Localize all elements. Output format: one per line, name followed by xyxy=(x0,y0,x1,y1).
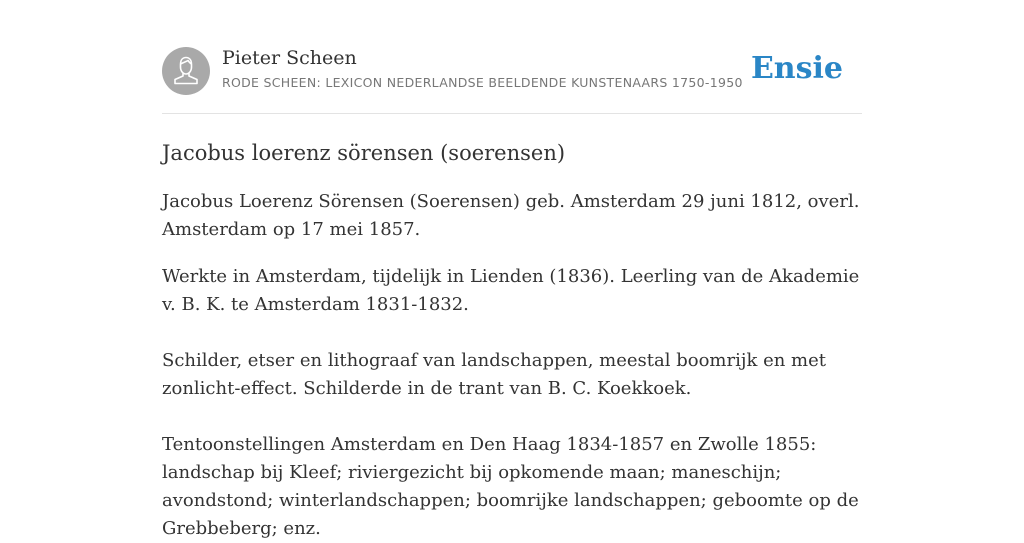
ensie-logo[interactable]: Ensie xyxy=(750,51,843,86)
source-title[interactable]: RODE SCHEEN: LEXICON NEDERLANDSE BEELDENDE KUNSTENAARS 1750-1950 xyxy=(222,75,743,90)
author-name[interactable]: Pieter Scheen xyxy=(222,47,357,69)
paragraph-style: Schilder, etser en lithograaf van landschappen, meestal boomrijk en met zonlicht-effect. Schilderde in de trant van B. C. Koekkoek. xyxy=(162,350,826,399)
paragraph-exhibitions: Tentoonstellingen Amsterdam en Den Haag 1834-1857 en Zwolle 1855: landschap bij Kleef; riviergezicht bij opkomende maan; maneschijn; avondstond; winterlandschappen; boomrijke landschappen; geboomte op de Grebbeberg; enz. xyxy=(162,434,859,539)
article-body xyxy=(162,136,862,543)
author-avatar[interactable] xyxy=(162,47,210,95)
user-icon xyxy=(162,47,210,95)
article-title: Jacobus loerenz sörensen (soerensen) xyxy=(162,141,566,165)
article-header xyxy=(162,47,862,114)
paragraph-biography: Jacobus Loerenz Sörensen (Soerensen) geb. Amsterdam 29 juni 1812, overl. Amsterdam op 17 mei 1857. xyxy=(162,191,860,240)
paragraph-education: Werkte in Amsterdam, tijdelijk in Lienden (1836). Leerling van de Akademie v. B. K. te Amsterdam 1831-1832. xyxy=(162,266,860,315)
